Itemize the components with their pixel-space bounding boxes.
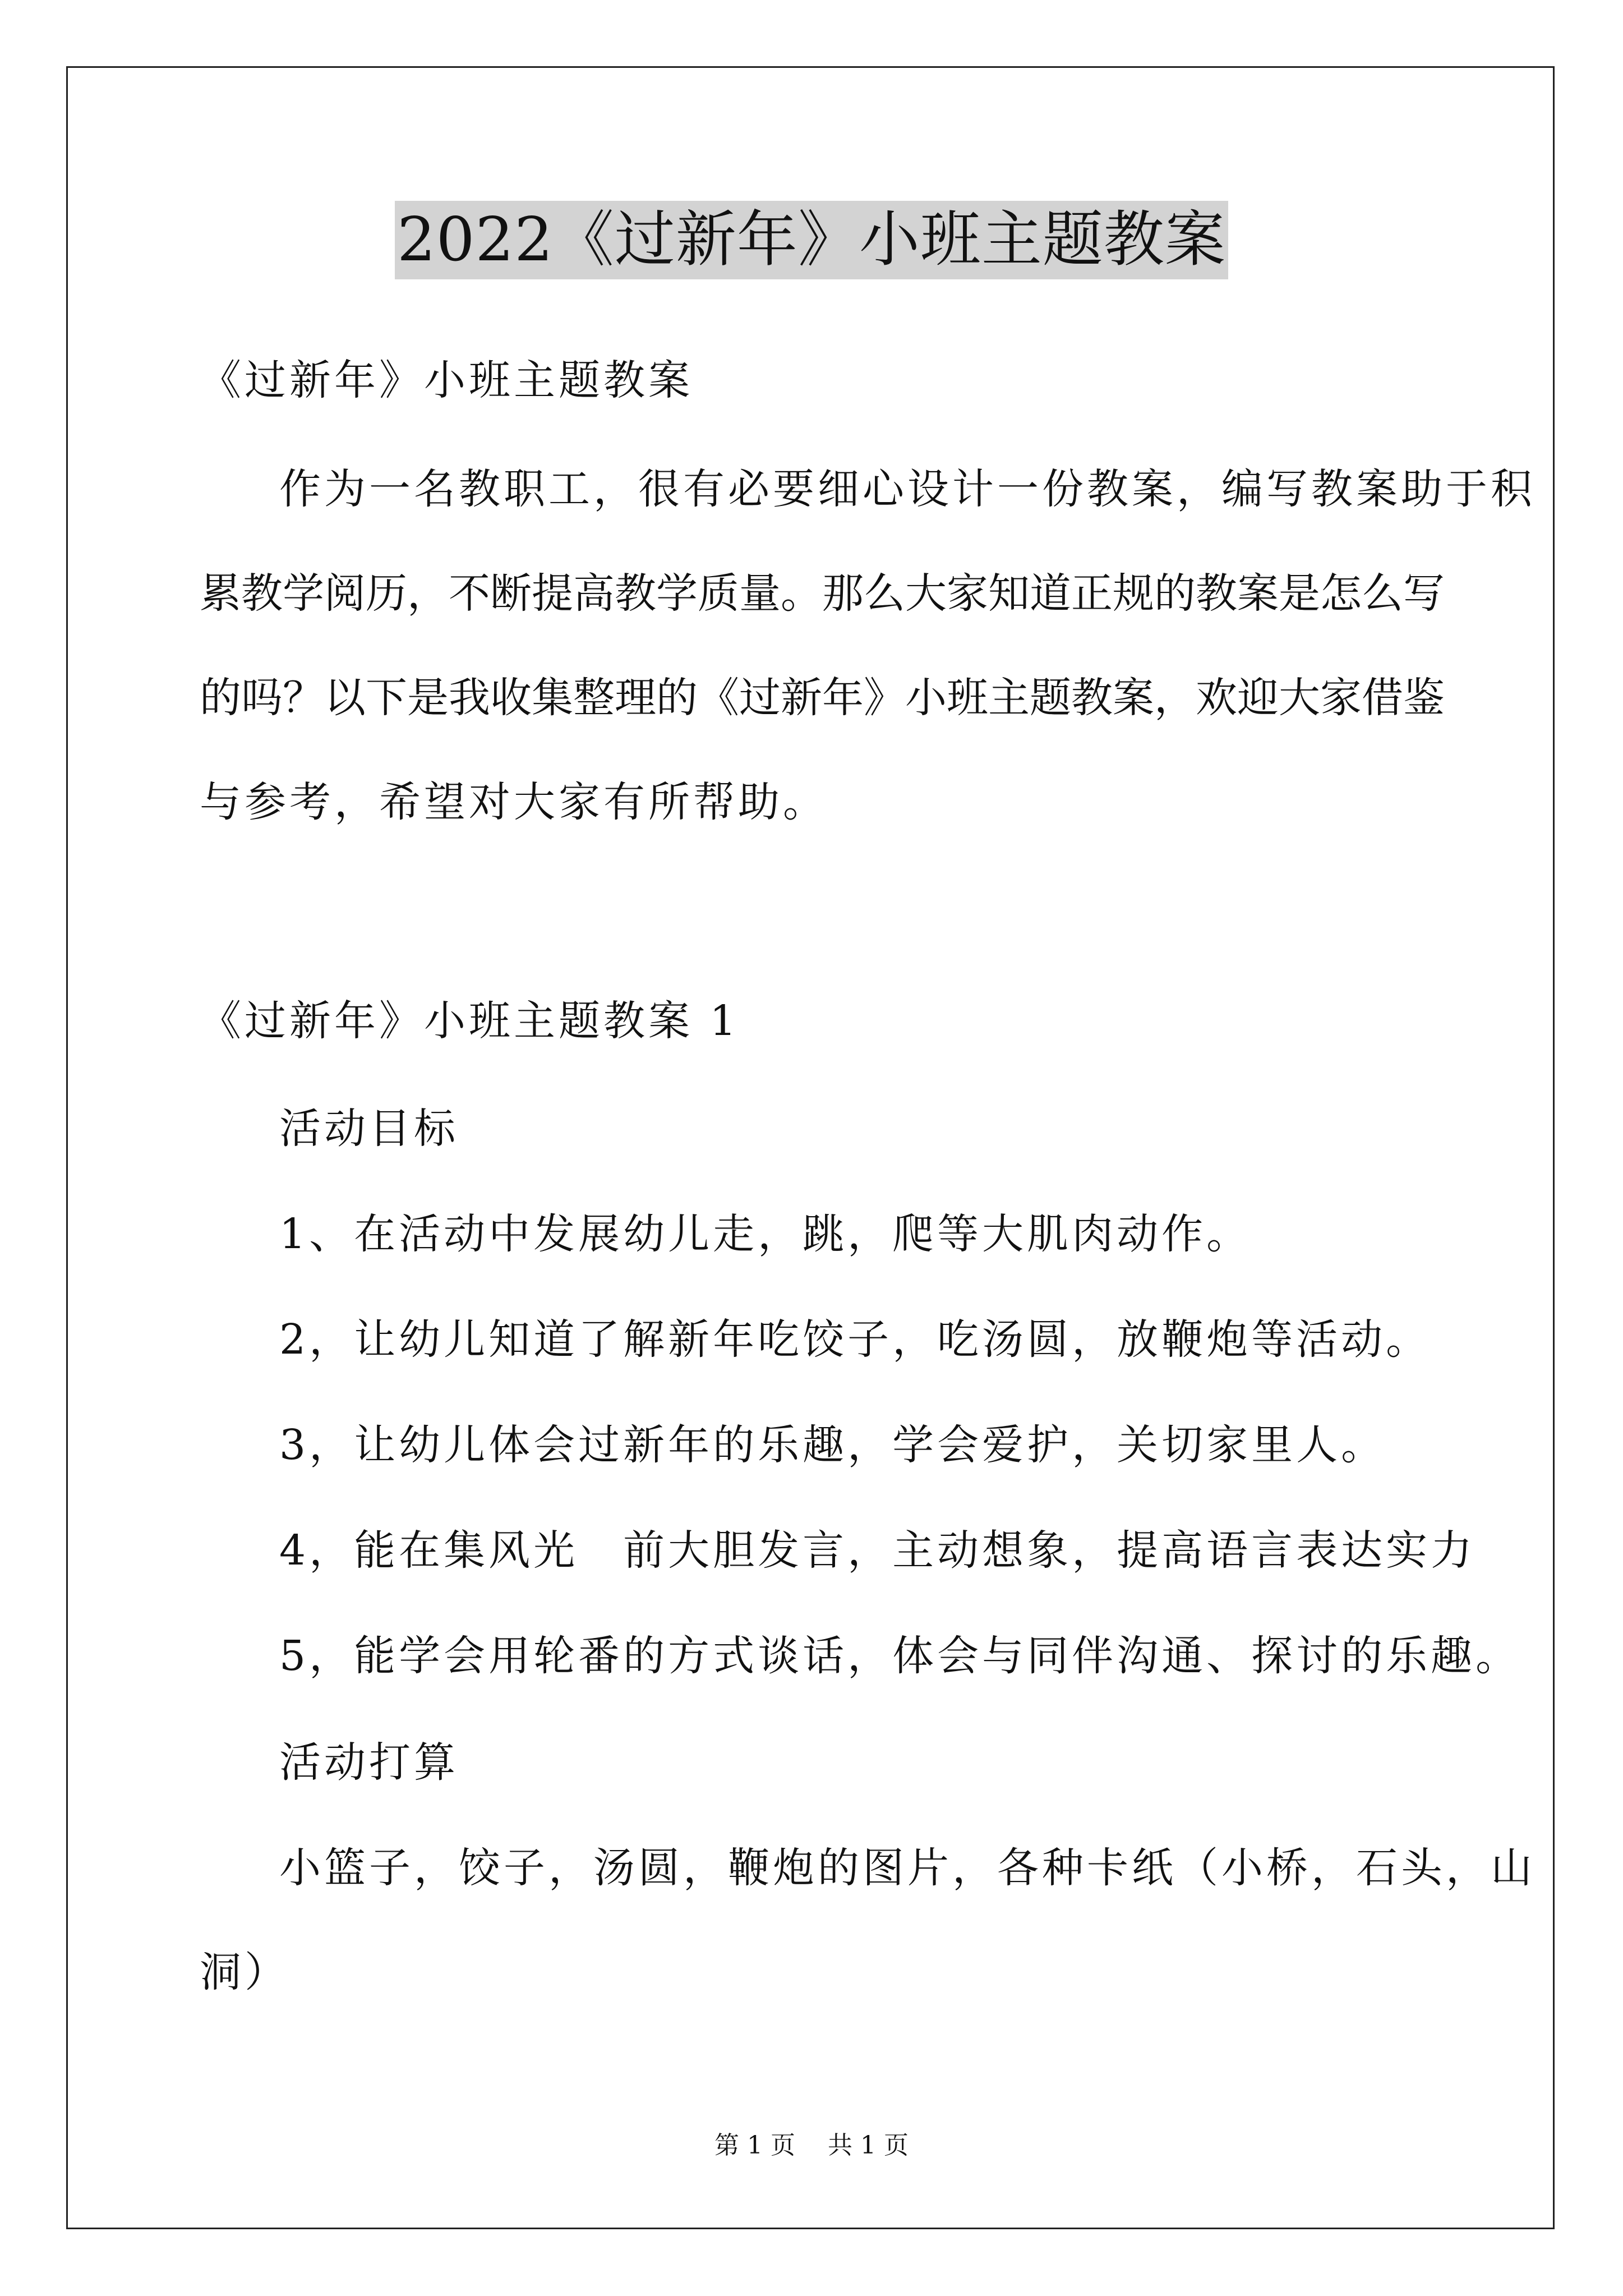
goal-item-2: 2，让幼儿知道了解新年吃饺子，吃汤圆，放鞭炮等活动。 [279, 1315, 1431, 1364]
goal-item-5: 5，能学会用轮番的方式谈话，体会与同伴沟通、探讨的乐趣。 [279, 1632, 1521, 1680]
intro-line-2: 累教学阅历，不断提高教学质量。那么大家知道正规的教案是怎么写 [200, 569, 1445, 618]
document-subtitle: 《过新年》小班主题教案 [200, 356, 693, 404]
intro-line-4: 与参考，希望对大家有所帮助。 [200, 778, 828, 826]
goal-item-3: 3，让幼儿体会过新年的乐趣，学会爱护，关切家里人。 [279, 1421, 1386, 1469]
goal-item-1: 1、在活动中发展幼儿走，跳，爬等大肌肉动作。 [279, 1210, 1252, 1258]
prep-line-2: 洞） [200, 1948, 289, 1996]
title-container [0, 201, 1623, 279]
intro-line-1: 作为一名教职工，很有必要细心设计一份教案，编写教案助于积 [279, 465, 1536, 513]
document-title: 2022《过新年》小班主题教案 [395, 201, 1228, 279]
goal-item-4: 4，能在集风光 前大胆发言，主动想象，提高语言表达实力 [279, 1526, 1476, 1575]
section-heading: 《过新年》小班主题教案 1 [200, 997, 740, 1045]
page-footer: 第 1 页 共 1 页 [714, 2131, 909, 2160]
goals-heading: 活动目标 [279, 1105, 459, 1153]
prep-line-1: 小篮子，饺子，汤圆，鞭炮的图片，各种卡纸（小桥，石头，山 [279, 1844, 1536, 1892]
prep-heading: 活动打算 [279, 1738, 459, 1787]
intro-line-3: 的吗？以下是我收集整理的《过新年》小班主题教案，欢迎大家借鉴 [200, 674, 1445, 722]
